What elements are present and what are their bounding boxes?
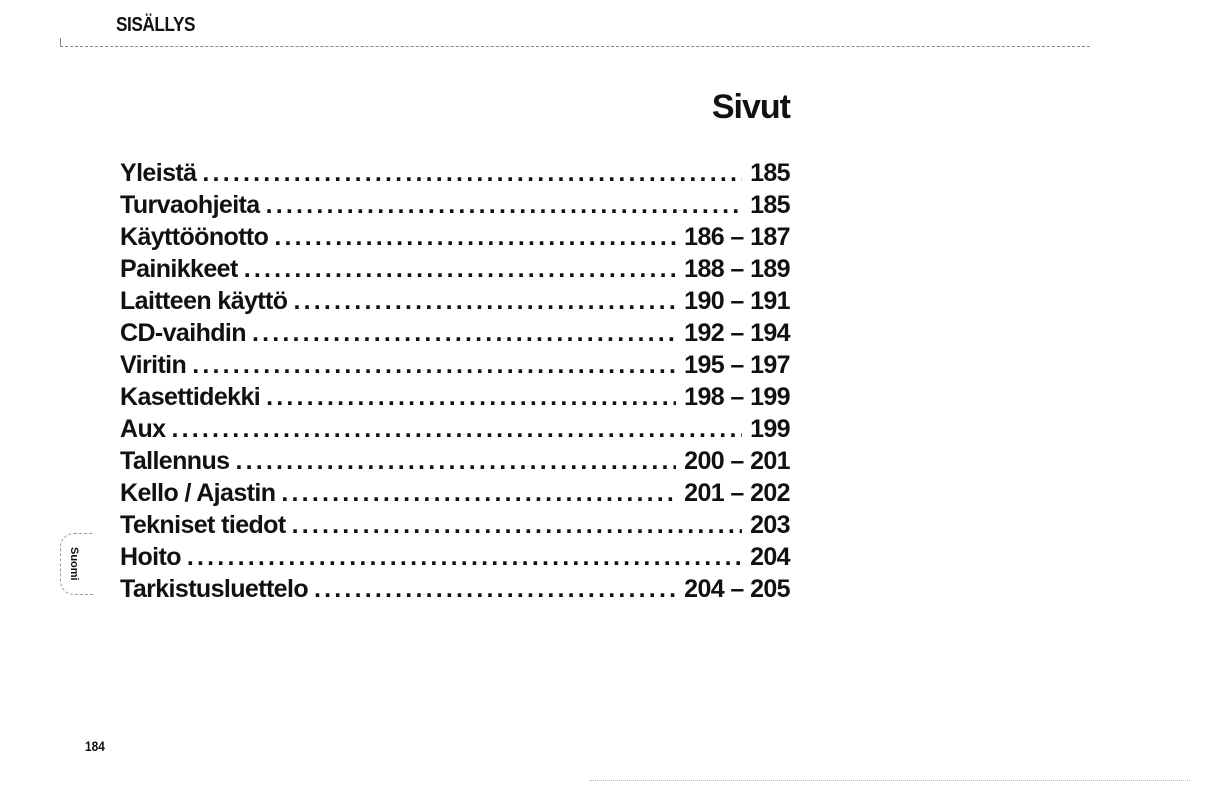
toc-entry-label: Laitteen käyttö [120,287,288,315]
toc-entry-pages: 185 [750,159,790,187]
toc-entry-label: Viritin [120,351,187,379]
toc-entry-pages: 192 – 194 [684,319,790,347]
toc-entry-label: Tarkistusluettelo [120,575,308,603]
toc-entry [120,511,790,543]
toc-entry [120,447,790,479]
toc-entry-pages: 195 – 197 [684,351,790,379]
dot-leader [266,191,742,220]
page-number: 184 [85,738,105,754]
toc-entry [120,415,790,447]
toc-entry-label: Yleistä [120,159,197,187]
dot-leader [202,159,742,188]
toc-entry-pages: 186 – 187 [684,223,790,251]
toc-entry-label: Hoito [120,543,181,571]
dot-leader [281,479,676,508]
toc-entry-pages: 203 [750,511,790,539]
pages-column-heading: Sivut [711,88,790,126]
toc-entry [120,223,790,255]
toc-entry-label: Painikkeet [120,255,238,283]
toc-entry-label: Turvaohjeita [120,191,260,219]
toc-entry-label: Kasettidekki [120,383,261,411]
dot-leader [171,415,742,444]
table-of-contents [120,159,790,607]
header-rule [60,46,1090,47]
toc-entry-pages: 200 – 201 [684,447,790,475]
toc-entry-pages: 204 [750,543,790,571]
toc-entry [120,351,790,383]
dot-leader [292,511,742,540]
section-title: SISÄLLYS [116,14,196,36]
toc-entry-pages: 185 [750,191,790,219]
language-label: Suomi [68,547,80,581]
toc-entry-label: Kello / Ajastin [120,479,276,507]
toc-entry-pages: 188 – 189 [684,255,790,283]
toc-entry [120,383,790,415]
dot-leader [235,447,676,476]
toc-entry-label: Tekniset tiedot [120,511,286,539]
scan-artifact-line [590,780,1190,781]
dot-leader [274,223,676,252]
toc-entry [120,319,790,351]
toc-entry [120,255,790,287]
toc-entry [120,287,790,319]
dot-leader [293,287,676,316]
toc-entry-pages: 199 [750,415,790,443]
dot-leader [314,575,676,604]
toc-entry-label: Tallennus [120,447,230,475]
toc-entry-label: Aux [120,415,166,443]
dot-leader [187,543,742,572]
toc-entry-label: Käyttöönotto [120,223,269,251]
toc-entry-pages: 198 – 199 [684,383,790,411]
toc-entry [120,479,790,511]
language-side-tab [60,533,100,601]
toc-entry [120,575,790,607]
toc-entry [120,159,790,191]
toc-entry [120,543,790,575]
toc-entry-pages: 204 – 205 [684,575,790,603]
dot-leader [266,383,676,412]
dot-leader [192,351,676,380]
toc-entry-label: CD-vaihdin [120,319,246,347]
toc-entry-pages: 201 – 202 [684,479,790,507]
toc-entry [120,191,790,223]
toc-entry-pages: 190 – 191 [684,287,790,315]
dot-leader [252,319,676,348]
dot-leader [244,255,676,284]
